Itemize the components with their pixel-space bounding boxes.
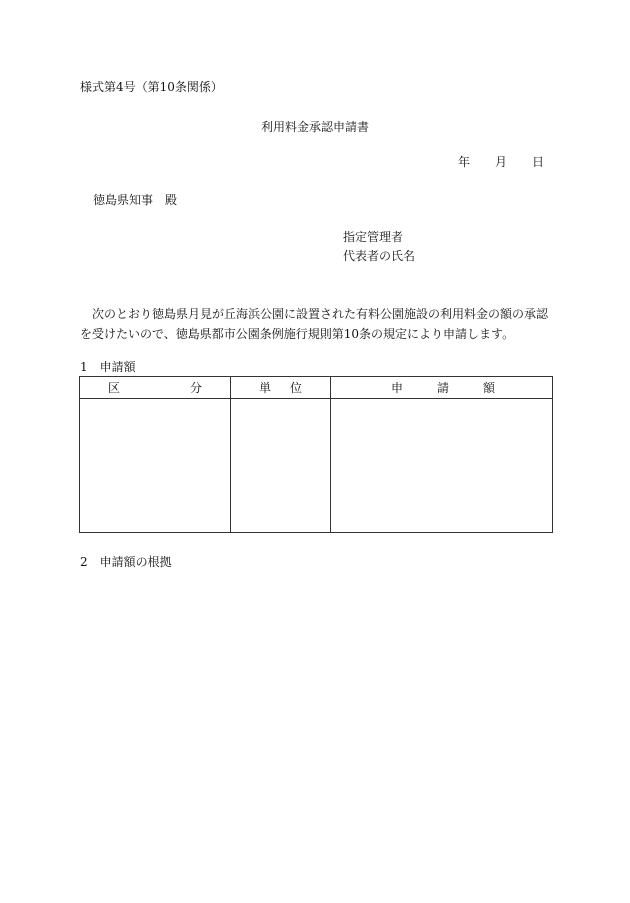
cell-amount[interactable] — [331, 399, 553, 533]
document-title: 利用料金承認申請書 — [260, 120, 369, 134]
header-category — [80, 377, 231, 399]
header-amount-char-2: 請 — [436, 381, 449, 395]
header-unit — [231, 377, 331, 399]
fee-application-table — [79, 376, 553, 533]
application-body-text: 次のとおり徳島県月見が丘海浜公園に設置された有料公園施設の利用料金の額の承認を受けたいので、徳島県都市公園条例施行規則第10条の規定により申請します。 — [80, 307, 549, 341]
form-number: 様式第4号（第10条関係） — [80, 80, 223, 94]
header-amount — [331, 377, 553, 399]
date-month-label: 月 — [495, 155, 508, 169]
header-unit-char-1: 単 — [259, 381, 272, 395]
table-row — [80, 399, 553, 533]
date-day-label: 日 — [532, 155, 545, 169]
header-unit-char-2: 位 — [289, 381, 302, 395]
applicant-representative-name: 代表者の氏名 — [343, 249, 416, 263]
header-amount-char-3: 額 — [482, 381, 495, 395]
cell-category[interactable] — [80, 399, 231, 533]
header-category-char-2: 分 — [189, 381, 202, 395]
header-amount-char-1: 申 — [391, 381, 404, 395]
cell-unit[interactable] — [231, 399, 331, 533]
applicant-designated-manager: 指定管理者 — [343, 230, 404, 244]
addressee: 徳島県知事 殿 — [93, 193, 178, 207]
table-header-row — [80, 377, 553, 399]
date-year-label: 年 — [458, 155, 471, 169]
date-line — [458, 155, 544, 169]
section2-heading: 2 申請額の根拠 — [80, 555, 172, 569]
section1-heading: 1 申請額 — [80, 360, 136, 374]
header-category-char-1: 区 — [108, 381, 121, 395]
